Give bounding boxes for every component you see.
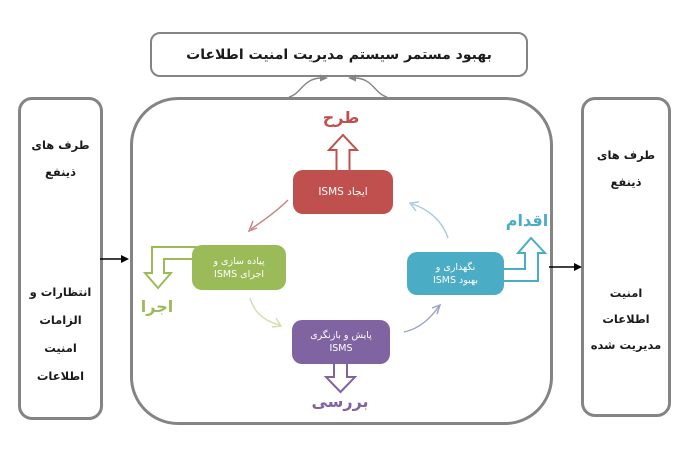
output-arrow-head [574,263,582,271]
right-panel-line: طرف های [596,148,656,162]
node-monitor-line1: پایش و بازنگری [310,330,372,341]
do-to-check-curve [250,298,280,325]
left-panel-line: انتظارات و [29,285,92,299]
brace-arrowhead-right [348,75,356,82]
node-maintain-line2: بهبود ISMS [432,274,479,286]
right-panel-line: مدیریت شده [590,338,662,352]
node-monitor-review-isms [292,320,390,364]
left-panel-line: الزامات [39,313,82,327]
node-establish-isms [293,170,393,214]
node-maintain-line1: نگهداری و [435,261,476,273]
phase-label-check: بررسی [311,392,369,411]
diagram-title: بهبود مستمر سیستم مدیریت امنیت اطلاعات [186,46,492,63]
phase-label-act: اقدام [505,211,549,230]
act-to-plan-curve [412,204,448,238]
plan-to-do-curve [251,200,288,229]
container-to-title-arrows [289,75,387,98]
left-panel-line: ذینفع [44,165,77,179]
left-panel-line: طرف های [31,138,90,152]
phase-label-do: اجرا [140,297,174,316]
left-panel-line: اطلاعات [36,369,85,383]
plan-up-block-arrow [329,135,357,172]
act-bent-block-arrow [500,238,545,281]
node-monitor-line2: ISMS [329,343,353,354]
node-maintain-improve-isms [407,252,504,295]
node-implement-line1: پیاده سازی و [213,255,265,267]
phase-label-plan: طرح [322,108,360,127]
right-panel-line: امنیت [609,286,643,300]
node-implement-line2: اجرای ISMS [214,268,264,280]
brace-arrowhead-left [320,75,328,82]
right-panel-line: ذینفع [610,175,642,189]
brace-curve-left [289,78,320,97]
left-panel-line: امنیت [44,341,77,355]
check-to-act-curve [404,306,439,332]
node-establish-isms-label: ایجاد ISMS [318,185,368,198]
do-bent-block-arrow [145,247,196,288]
right-panel-line: اطلاعات [602,312,650,326]
brace-curve-right [356,78,387,97]
input-arrow-head [121,255,129,263]
node-implement-operate-isms [192,245,286,290]
check-down-block-arrow [326,363,355,392]
